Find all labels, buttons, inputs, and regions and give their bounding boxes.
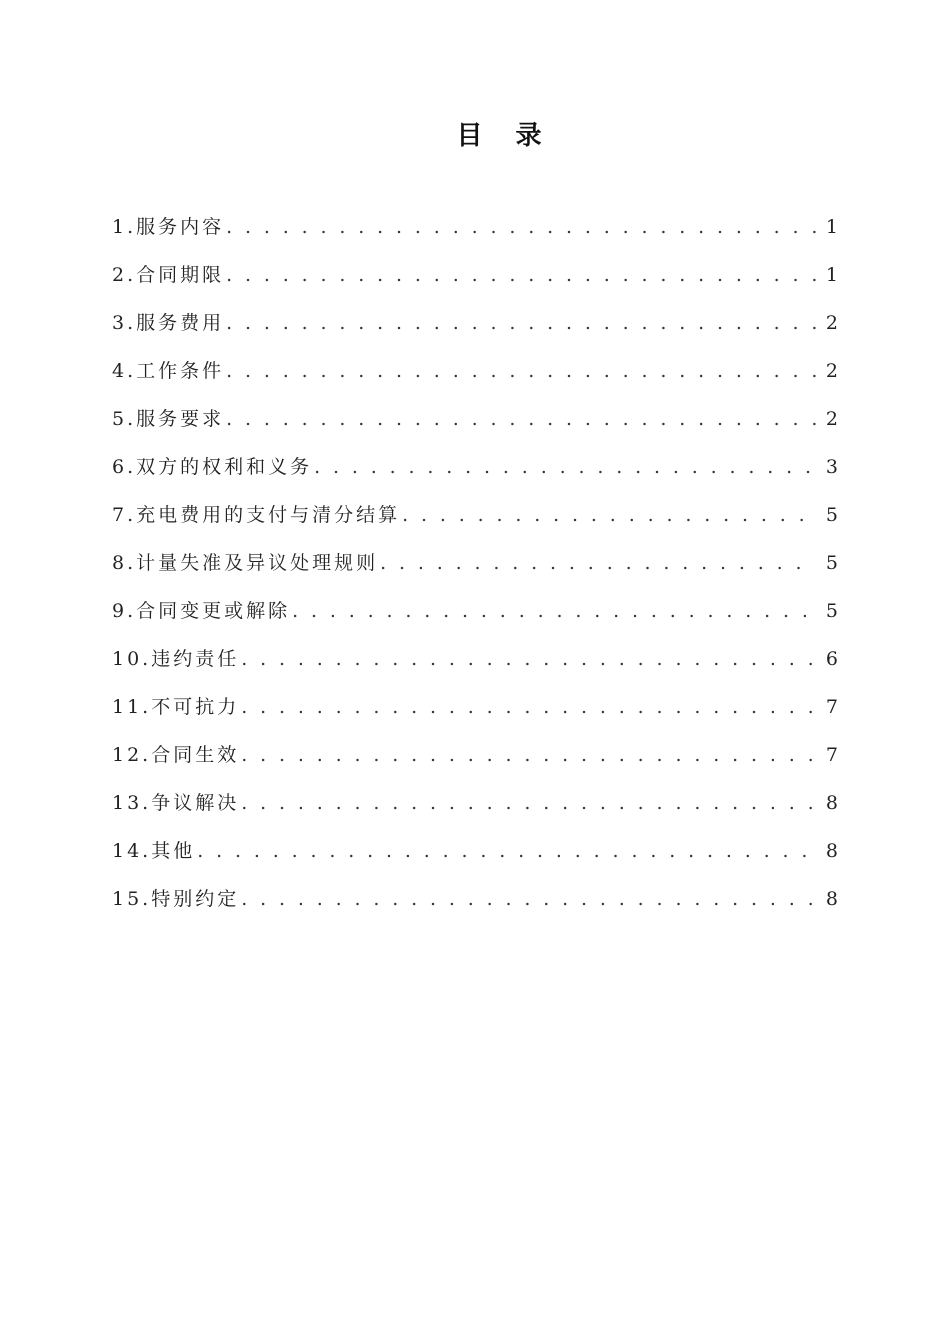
toc-dot-leader bbox=[241, 783, 816, 823]
table-of-contents bbox=[112, 199, 838, 919]
toc-entry-label: 1.服务内容 bbox=[112, 216, 225, 238]
toc-entry-5[interactable] bbox=[112, 391, 838, 439]
page-title: 目 录 bbox=[456, 121, 554, 151]
toc-page-number: 8 bbox=[825, 840, 838, 862]
toc-dot-leader bbox=[226, 399, 816, 439]
toc-entry-label: 10.违约责任 bbox=[112, 648, 240, 670]
toc-dot-leader bbox=[197, 831, 816, 871]
toc-entry-label: 6.双方的权利和义务 bbox=[112, 456, 313, 478]
toc-dot-leader bbox=[402, 495, 816, 535]
toc-entry-label: 2.合同期限 bbox=[112, 264, 225, 286]
toc-entry-label: 5.服务要求 bbox=[112, 408, 225, 430]
toc-dot-leader bbox=[292, 591, 816, 631]
toc-dot-leader bbox=[314, 447, 816, 487]
toc-dot-leader bbox=[241, 735, 816, 775]
toc-page-number: 3 bbox=[825, 456, 838, 478]
toc-entry-label: 15.特别约定 bbox=[112, 888, 240, 910]
toc-page-number: 7 bbox=[825, 696, 838, 718]
toc-dot-leader bbox=[241, 687, 816, 727]
toc-entry-label: 13.争议解决 bbox=[112, 792, 240, 814]
toc-page-number: 7 bbox=[825, 744, 838, 766]
toc-entry-8[interactable] bbox=[112, 535, 838, 583]
toc-page-number: 2 bbox=[825, 312, 838, 334]
toc-entry-15[interactable] bbox=[112, 871, 838, 919]
toc-page-number: 1 bbox=[825, 216, 838, 238]
toc-entry-14[interactable] bbox=[112, 823, 838, 871]
toc-entry-label: 8.计量失准及异议处理规则 bbox=[112, 552, 379, 574]
toc-entry-2[interactable] bbox=[112, 247, 838, 295]
toc-entry-9[interactable] bbox=[112, 583, 838, 631]
toc-page-number: 2 bbox=[825, 408, 838, 430]
toc-entry-6[interactable] bbox=[112, 439, 838, 487]
toc-entry-label: 14.其他 bbox=[112, 840, 196, 862]
toc-page-number: 1 bbox=[825, 264, 838, 286]
toc-dot-leader bbox=[380, 543, 816, 583]
toc-dot-leader bbox=[226, 207, 816, 247]
toc-dot-leader bbox=[241, 639, 816, 679]
toc-dot-leader bbox=[226, 351, 816, 391]
toc-entry-1[interactable] bbox=[112, 199, 838, 247]
toc-page-number: 2 bbox=[825, 360, 838, 382]
toc-entry-13[interactable] bbox=[112, 775, 838, 823]
toc-entry-label: 11.不可抗力 bbox=[112, 696, 240, 718]
toc-page-number: 5 bbox=[825, 600, 838, 622]
toc-dot-leader bbox=[226, 303, 816, 343]
toc-entry-12[interactable] bbox=[112, 727, 838, 775]
toc-entry-4[interactable] bbox=[112, 343, 838, 391]
toc-page-number: 8 bbox=[825, 888, 838, 910]
toc-entry-label: 3.服务费用 bbox=[112, 312, 225, 334]
toc-page-number: 8 bbox=[825, 792, 838, 814]
toc-entry-label: 9.合同变更或解除 bbox=[112, 600, 291, 622]
toc-page-number: 6 bbox=[825, 648, 838, 670]
toc-entry-7[interactable] bbox=[112, 487, 838, 535]
toc-entry-3[interactable] bbox=[112, 295, 838, 343]
toc-entry-11[interactable] bbox=[112, 679, 838, 727]
toc-entry-label: 12.合同生效 bbox=[112, 744, 240, 766]
toc-dot-leader bbox=[241, 879, 816, 919]
toc-dot-leader bbox=[226, 255, 816, 295]
toc-page-number: 5 bbox=[825, 504, 838, 526]
toc-entry-10[interactable] bbox=[112, 631, 838, 679]
toc-entry-label: 4.工作条件 bbox=[112, 360, 225, 382]
toc-entry-label: 7.充电费用的支付与清分结算 bbox=[112, 504, 401, 526]
toc-page-number: 5 bbox=[825, 552, 838, 574]
